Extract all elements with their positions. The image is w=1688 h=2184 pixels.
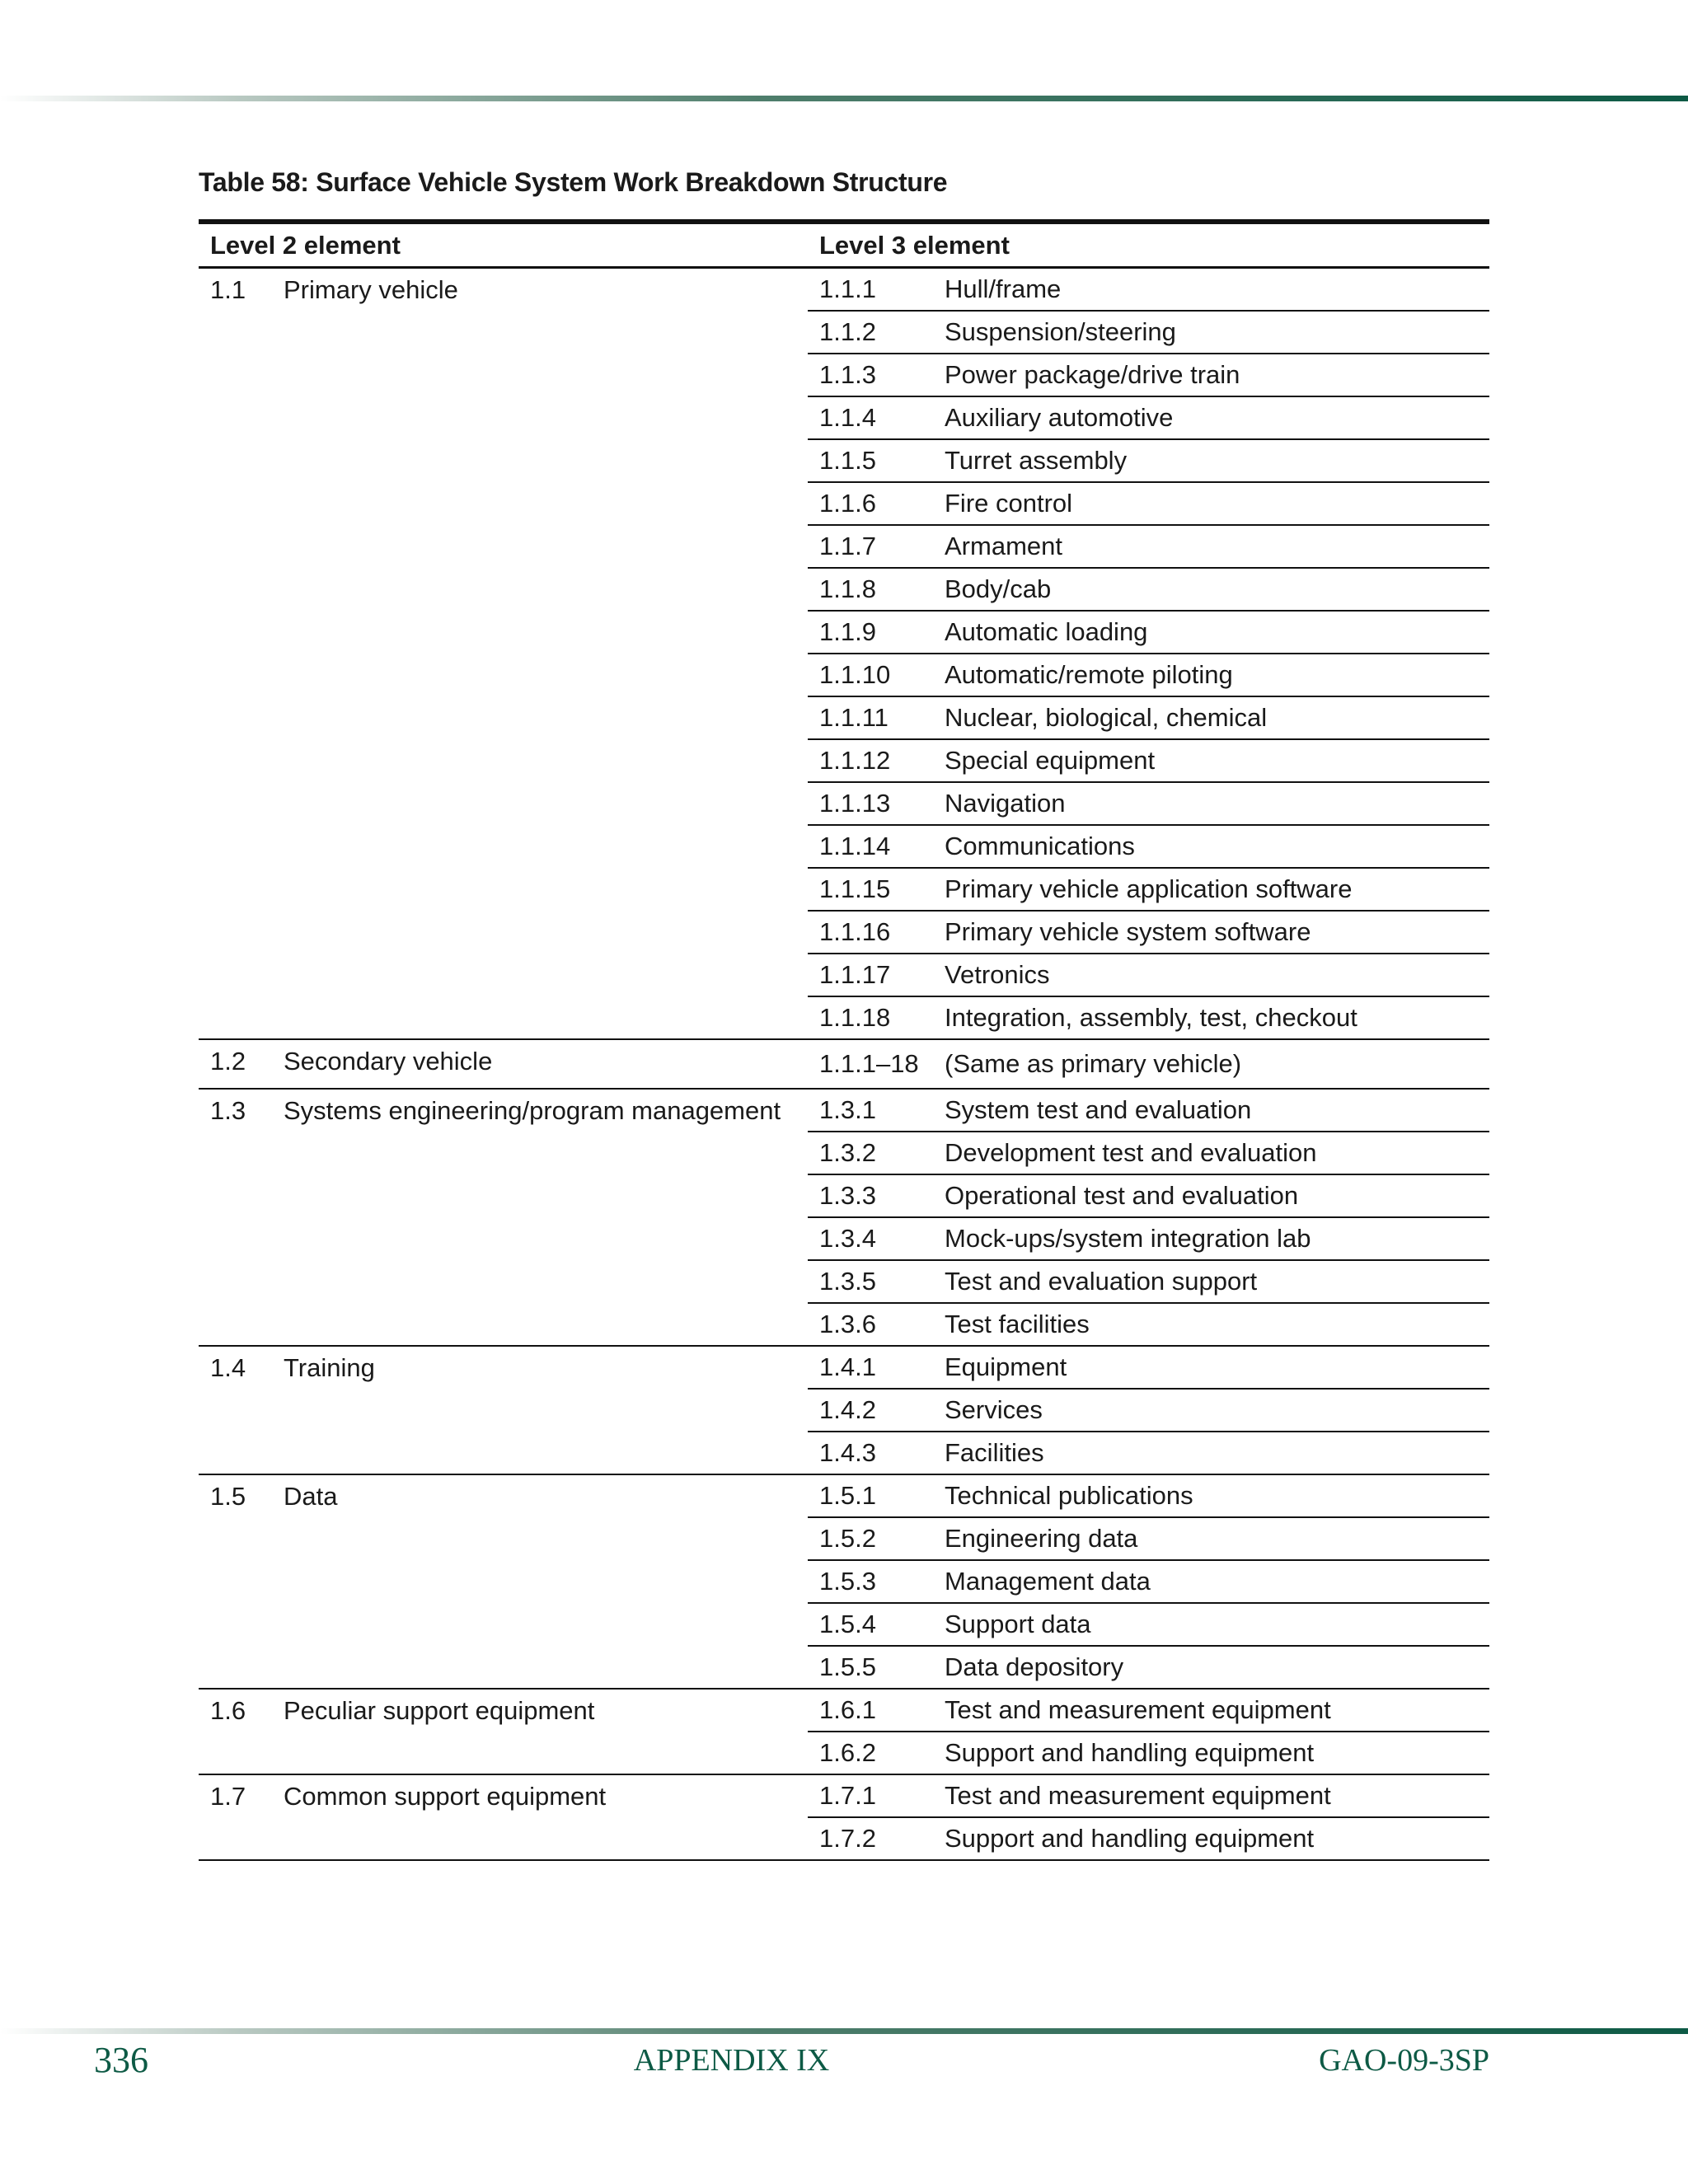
level3-number: 1.1.6 (808, 482, 933, 525)
level3-name: Test facilities (933, 1303, 1489, 1346)
level3-number: 1.1.4 (808, 396, 933, 439)
level3-number: 1.4.2 (808, 1389, 933, 1432)
level3-name: Test and measurement equipment (933, 1774, 1489, 1817)
level3-name: Support and handling equipment (933, 1732, 1489, 1774)
level3-number: 1.5.1 (808, 1474, 933, 1517)
level3-number: 1.1.18 (808, 996, 933, 1039)
table-title: Table 58: Surface Vehicle System Work Breakdown Structure (199, 167, 948, 197)
level3-header: Level 3 element (808, 222, 1489, 268)
wbs-table (199, 219, 1489, 1861)
level2-number: 1.7 (199, 1774, 272, 1860)
level3-name: Fire control (933, 482, 1489, 525)
table-body (199, 268, 1489, 1861)
level3-number: 1.1.11 (808, 696, 933, 739)
table-row (199, 1474, 1489, 1517)
level3-name: Hull/frame (945, 274, 1062, 303)
level3-number: 1.1.2 (808, 311, 933, 354)
level2-name: Primary vehicle (284, 275, 458, 304)
level3-number: 1.1.9 (808, 611, 933, 654)
level3-name: Automatic/remote piloting (933, 654, 1489, 696)
level3-number: 1.1.14 (808, 825, 933, 868)
level3-name: Vetronics (933, 954, 1489, 996)
level3-number: 1.1.16 (808, 911, 933, 954)
level3-name: System test and evaluation (933, 1089, 1489, 1132)
level2-number: 1.5 (199, 1474, 272, 1689)
level3-number: 1.1.10 (808, 654, 933, 696)
level3-number: 1.1.1 (819, 274, 876, 303)
level3-number: 1.3.5 (808, 1260, 933, 1303)
header-rule (0, 96, 1688, 101)
level2-name: Data (272, 1474, 808, 1689)
level2-number: 1.6 (199, 1689, 272, 1774)
level3-number: 1.1.15 (808, 868, 933, 911)
level3-number: 1.1.7 (808, 525, 933, 568)
level3-name: Body/cab (933, 568, 1489, 611)
level3-name: Communications (933, 825, 1489, 868)
table-header-row (199, 222, 1489, 268)
level3-name: Mock-ups/system integration lab (933, 1217, 1489, 1260)
document-id: GAO-09-3SP (1319, 2043, 1489, 2078)
level3-number: 1.3.1 (808, 1089, 933, 1132)
level3-number: 1.1.5 (808, 439, 933, 482)
level3-number: 1.3.4 (808, 1217, 933, 1260)
level2-header: Level 2 element (199, 222, 808, 268)
level3-number: 1.3.2 (808, 1132, 933, 1174)
level2-number: 1.4 (199, 1346, 272, 1474)
footer-rule (0, 2028, 1688, 2034)
level3-name: Operational test and evaluation (933, 1174, 1489, 1217)
level3-name: Engineering data (933, 1517, 1489, 1560)
level2-name: Systems engineering/program management (272, 1089, 808, 1346)
level3-number: 1.1.1–18 (808, 1039, 933, 1089)
level3-name: Support and handling equipment (933, 1817, 1489, 1860)
page-number: 336 (94, 2040, 148, 2080)
level2-number: 1.1 (210, 275, 246, 304)
level3-number: 1.1.8 (808, 568, 933, 611)
level3-name: Power package/drive train (933, 354, 1489, 396)
level3-name: (Same as primary vehicle) (933, 1039, 1489, 1089)
table-row (199, 1089, 1489, 1132)
level2-name: Common support equipment (272, 1774, 808, 1860)
level3-name: Armament (933, 525, 1489, 568)
level2-name: Training (272, 1346, 808, 1474)
level3-name: Primary vehicle system software (933, 911, 1489, 954)
level3-name: Special equipment (933, 739, 1489, 782)
table-row (199, 1346, 1489, 1389)
level3-number: 1.3.3 (808, 1174, 933, 1217)
level3-name: Development test and evaluation (933, 1132, 1489, 1174)
appendix-label: APPENDIX IX (633, 2043, 830, 2078)
level3-number: 1.6.1 (808, 1689, 933, 1732)
level3-number: 1.5.5 (808, 1646, 933, 1689)
table-row (199, 268, 1489, 312)
level3-number: 1.3.6 (808, 1303, 933, 1346)
level3-number: 1.1.17 (808, 954, 933, 996)
level2-number: 1.2 (199, 1039, 272, 1089)
level2-name: Secondary vehicle (272, 1039, 808, 1089)
level3-number: 1.5.4 (808, 1603, 933, 1646)
level3-name: Suspension/steering (933, 311, 1489, 354)
level3-number: 1.7.1 (808, 1774, 933, 1817)
level3-name: Integration, assembly, test, checkout (933, 996, 1489, 1039)
level3-name: Primary vehicle application software (933, 868, 1489, 911)
level3-name: Turret assembly (933, 439, 1489, 482)
level3-number: 1.1.12 (808, 739, 933, 782)
level3-name: Technical publications (933, 1474, 1489, 1517)
level3-number: 1.7.2 (808, 1817, 933, 1860)
table-row (199, 1774, 1489, 1817)
table-row (199, 1689, 1489, 1732)
level3-number: 1.4.1 (808, 1346, 933, 1389)
level3-name: Services (933, 1389, 1489, 1432)
level3-number: 1.4.3 (808, 1432, 933, 1474)
level3-name: Management data (933, 1560, 1489, 1603)
level3-name: Navigation (933, 782, 1489, 825)
level2-name: Peculiar support equipment (272, 1689, 808, 1774)
level3-name: Test and evaluation support (933, 1260, 1489, 1303)
level3-name: Automatic loading (933, 611, 1489, 654)
level3-name: Facilities (933, 1432, 1489, 1474)
level3-name: Test and measurement equipment (933, 1689, 1489, 1732)
level3-name: Equipment (933, 1346, 1489, 1389)
level3-number: 1.5.3 (808, 1560, 933, 1603)
level3-number: 1.1.3 (808, 354, 933, 396)
level2-number: 1.3 (199, 1089, 272, 1346)
level3-number: 1.1.13 (808, 782, 933, 825)
table-row (199, 1039, 1489, 1089)
level3-number: 1.6.2 (808, 1732, 933, 1774)
level3-name: Auxiliary automotive (933, 396, 1489, 439)
level3-name: Nuclear, biological, chemical (933, 696, 1489, 739)
level3-name: Data depository (933, 1646, 1489, 1689)
level3-number: 1.5.2 (808, 1517, 933, 1560)
level3-name: Support data (933, 1603, 1489, 1646)
